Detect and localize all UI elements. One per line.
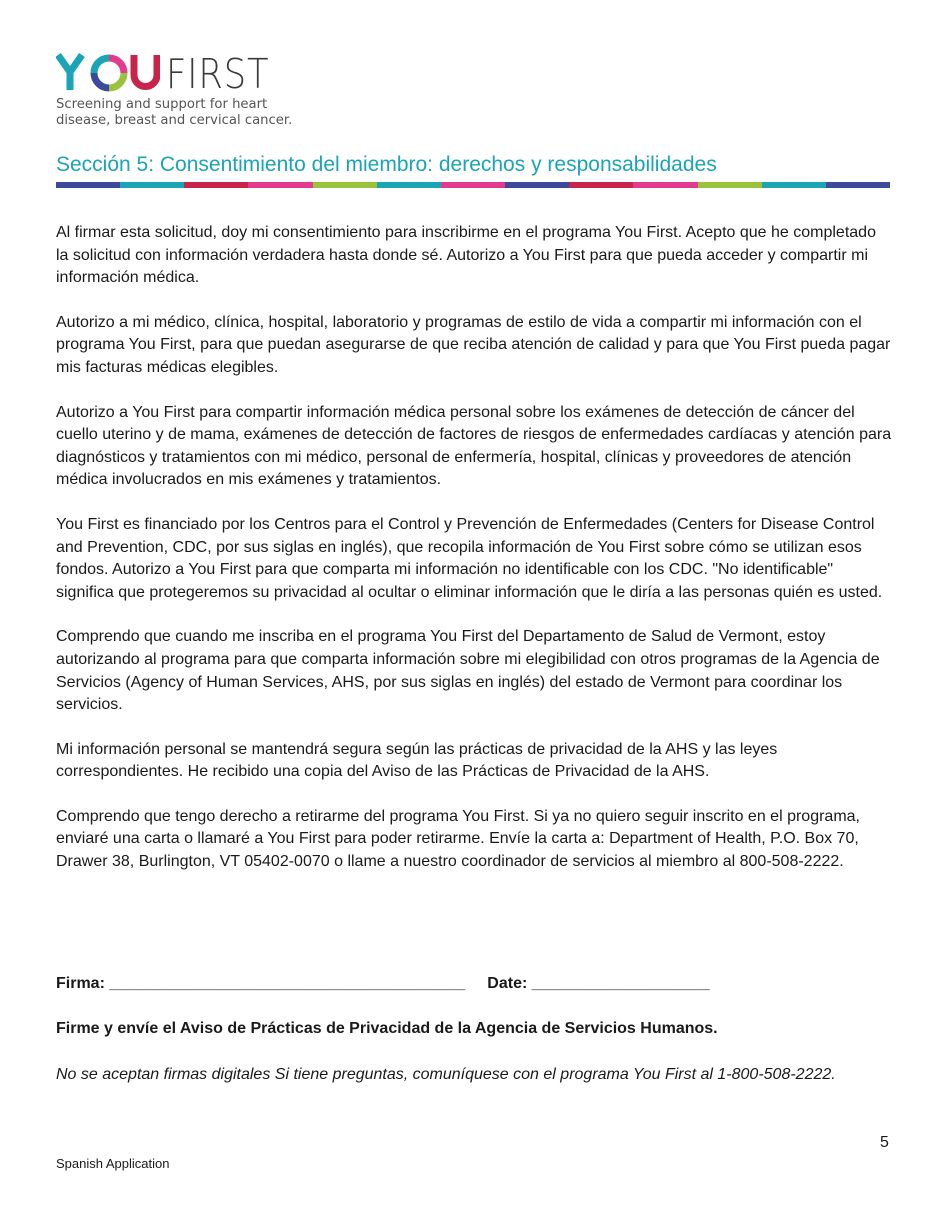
rule-segment: [56, 182, 120, 188]
rule-segment: [248, 182, 312, 188]
rule-segment: [441, 182, 505, 188]
contact-note: No se aceptan firmas digitales Si tiene preguntas, comuníquese con el programa You First al 1-800-508-2222.: [56, 1066, 836, 1083]
consent-paragraph: Autorizo a You First para compartir información médica personal sobre los exámenes de detección de cáncer del cuello uterino y de mama, exámenes de detección de factores de riesgos de enfermedades cardíacas y atención para diagnósticos y tratamientos con mi médico, personal de enfermería, hospital, clínicas y proveedores de atención médica involucrados en mis exámenes y tratamientos.: [56, 403, 892, 489]
rule-segment: [120, 182, 184, 188]
logo-tagline-line2: disease, breast and cervical cancer.: [56, 113, 293, 128]
you-letters-graphic: [56, 52, 160, 92]
rule-segment: [826, 182, 890, 188]
page-number: 5: [880, 1134, 889, 1151]
privacy-notice-instruction: Firme y envíe el Aviso de Prácticas de Privacidad de la Agencia de Servicios Humanos.: [56, 1020, 718, 1037]
consent-paragraph: Comprendo que cuando me inscriba en el programa You First del Departamento de Salud de Vermont, estoy autorizando al programa para que comparta información sobre mi elegibilidad con otros programas de la Agencia de Servicios (Agency of Human Services, AHS, por sus siglas en inglés) del estado de Vermont para coordinar los servicios.: [56, 628, 880, 714]
logo-wordmark: [56, 52, 316, 96]
consent-paragraph: Al firmar esta solicitud, doy mi consentimiento para inscribirme en el programa You First. Acepto que he completado la solicitud con información verdadera hasta donde sé. Autorizo a You First para que pueda acceder y compartir mi información médica.: [56, 224, 876, 287]
consent-paragraph: Comprendo que tengo derecho a retirarme del programa You First. Si ya no quiero seguir inscrito en el programa, enviaré una carta o llamaré a You First para poder retirarme. Envíe la carta a: Department of Health, P.O. Box 70, Drawer 38, Burlington, VT 05402-0070 o llame a nuestro coordinador de servicios al miembro al 800-508-2222.: [56, 807, 860, 871]
consent-paragraph: Autorizo a mi médico, clínica, hospital, laboratorio y programas de estilo de vida a compartir mi información con el programa You First, para que puedan asegurarse de que reciba atención de calidad y para que You First pueda pagar mis facturas médicas elegibles.: [56, 313, 891, 376]
rule-segment: [184, 182, 248, 188]
rule-segment: [313, 182, 377, 188]
you-first-logo: [56, 52, 316, 132]
consent-paragraph: You First es financiado por los Centros para el Control y Prevención de Enfermedades (Centers for Disease Control and Prevention, CDC, por sus siglas en inglés), que recopila información de You First sobre cómo se utilizan esos fondos. Autorizo a You First para que comparta mi información no identificable con los CDC. "No identificable" significa que protegeremos su privacidad al ocultar o eliminar información que le diría a las personas quién es usted.: [56, 515, 883, 601]
signature-field[interactable]: Firma: ________________________________________: [56, 975, 466, 992]
color-divider-rule: [56, 182, 890, 188]
rule-segment: [569, 182, 633, 188]
signature-line: [56, 975, 710, 993]
consent-body: [56, 222, 892, 896]
logo-tagline-line1: Screening and support for heart: [56, 97, 268, 112]
rule-segment: [762, 182, 826, 188]
rule-segment: [698, 182, 762, 188]
footer-label: Spanish Application: [56, 1156, 170, 1171]
date-field[interactable]: Date: ____________________: [487, 975, 710, 992]
section-title: Sección 5: Consentimiento del miembro: derechos y responsabilidades: [56, 153, 717, 176]
consent-paragraph: Mi información personal se mantendrá segura según las prácticas de privacidad de la AHS y las leyes correspondientes. He recibido una copia del Aviso de las Prácticas de Privacidad de la AHS.: [56, 740, 778, 781]
rule-segment: [505, 182, 569, 188]
rule-segment: [377, 182, 441, 188]
rule-segment: [633, 182, 697, 188]
logo-first-text: FIRST: [166, 50, 270, 98]
